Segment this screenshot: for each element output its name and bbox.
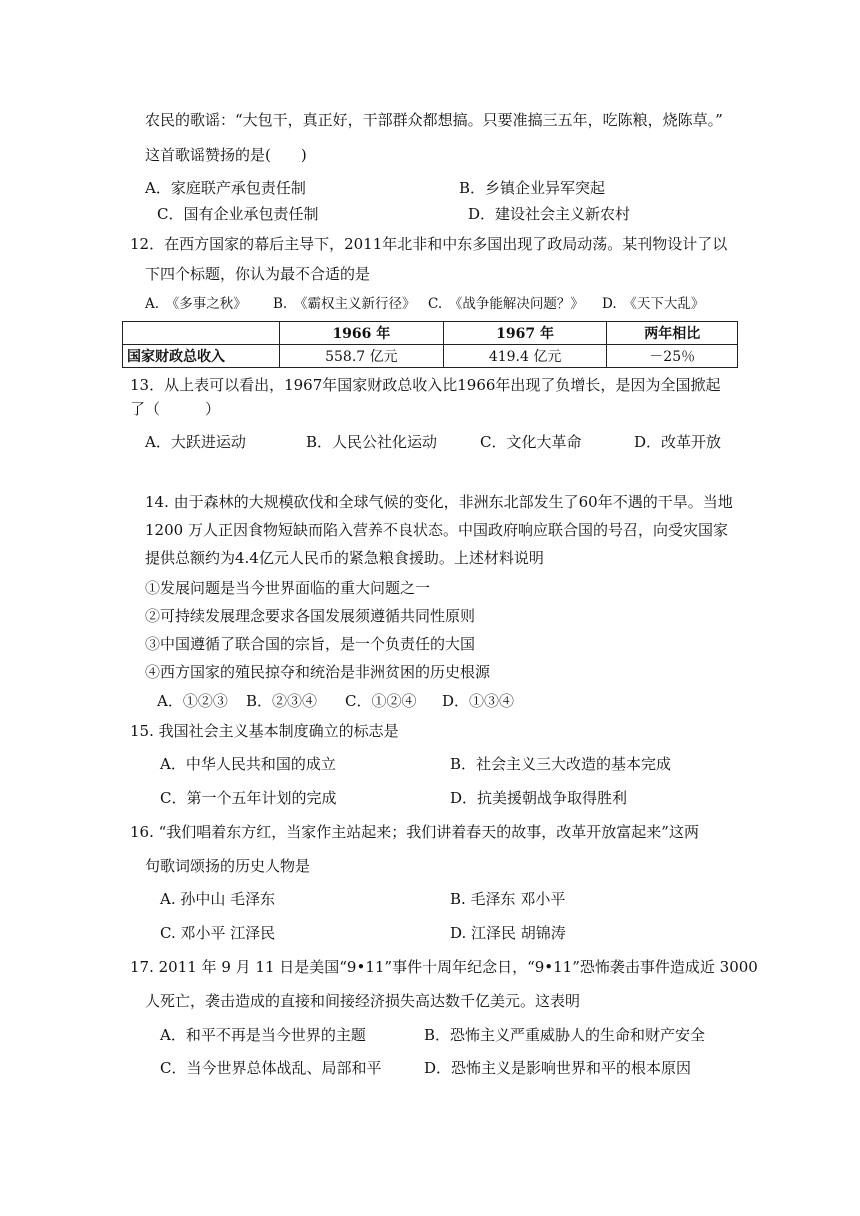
q15-option-a: A．中华人民共和国的成立 — [160, 755, 336, 773]
q12-option-d: D. 《天下大乱》 — [602, 296, 705, 312]
q14-stem-line1: 14. 由于森林的大规模砍伐和全球气候的变化，非洲东北部发生了60年不遇的干旱。当地 — [145, 493, 733, 511]
q14-statement-2: ②可持续发展理念要求各国发展须遵循共同性原则 — [145, 607, 476, 625]
q14-option-d: D．①③④ — [442, 692, 515, 710]
q14-statement-3: ③中国遵循了联合国的宗旨，是一个负责任的大国 — [145, 635, 476, 653]
q11-option-a: A．家庭联产承包责任制 — [145, 179, 306, 197]
q17-option-a: A．和平不再是当今世界的主题 — [160, 1026, 366, 1044]
q13-stem-line2: 了（ ） — [130, 400, 221, 418]
q16-option-a: A. 孙中山 毛泽东 — [160, 890, 276, 908]
q15-option-c: C．第一个五年计划的完成 — [160, 789, 337, 807]
table-header-cell — [123, 322, 280, 345]
q17-stem-line2: 人死亡，袭击造成的直接和间接经济损失高达数千亿美元。这表明 — [145, 992, 581, 1010]
q13-option-b: B．人民公社化运动 — [306, 433, 438, 451]
q12-stem-line2: 下四个标题，你认为最不合适的是 — [145, 265, 371, 283]
q17-option-c: C．当今世界总体战乱、局部和平 — [160, 1059, 382, 1077]
fiscal-revenue-table — [122, 321, 738, 368]
q14-statement-1: ①发展问题是当今世界面临的重大问题之一 — [145, 579, 431, 597]
q12-stem-line1: 12．在西方国家的幕后主导下，2011年北非和中东多国出现了政局动荡。某刊物设计了以 — [130, 235, 728, 253]
q14-stem-line2: 1200 万人正因食物短缺而陷入营养不良状态。中国政府响应联合国的号召，向受灾国家 — [145, 521, 728, 539]
q16-stem-line1: 16. “我们唱着东方红，当家作主站起来；我们讲着春天的故事，改革开放富起来”这两 — [130, 823, 699, 841]
q16-option-b: B. 毛泽东 邓小平 — [450, 890, 566, 908]
table-row-label: 国家财政总收入 — [123, 345, 280, 368]
q12-option-a: A. 《多事之秋》 — [145, 296, 247, 312]
q15-option-b: B．社会主义三大改造的基本完成 — [450, 755, 672, 773]
q13-option-d: D．改革开放 — [634, 433, 722, 451]
table-header-cell: 两年相比 — [607, 322, 738, 345]
q13-option-c: C．文化大革命 — [480, 433, 582, 451]
q11-option-d: D．建设社会主义新农村 — [468, 205, 631, 223]
q15-stem-line1: 15. 我国社会主义基本制度确立的标志是 — [130, 722, 399, 740]
table-cell: 558.7 亿元 — [280, 345, 444, 368]
table-cell: 419.4 亿元 — [443, 345, 607, 368]
q11-option-c: C．国有企业承包责任制 — [157, 205, 319, 223]
table-header-cell: 1967 年 — [443, 322, 607, 345]
table-cell: －25％ — [607, 345, 738, 368]
q11-stem-line2: 这首歌谣赞扬的是( ) — [145, 146, 307, 164]
q17-stem-line1: 17. 2011 年 9 月 11 日是美国“9•11”事件十周年纪念日，“9•11”恐怖袭击事件造成近 3000 — [130, 958, 758, 976]
q14-option-a: A．①②③ — [157, 692, 228, 710]
q13-stem-line1: 13．从上表可以看出，1967年国家财政总收入比1966年出现了负增长，是因为全国掀起 — [130, 376, 721, 394]
q14-stem-line3: 提供总额约为4.4亿元人民币的紧急粮食援助。上述材料说明 — [145, 549, 544, 567]
table-row — [123, 345, 738, 368]
q14-statement-4: ④西方国家的殖民掠夺和统治是非洲贫困的历史根源 — [145, 663, 491, 681]
table-header-row — [123, 322, 738, 345]
q12-option-b: B. 《霸权主义新行径》 — [273, 296, 416, 312]
table-header-cell: 1966 年 — [280, 322, 444, 345]
q17-option-d: D．恐怖主义是影响世界和平的根本原因 — [424, 1059, 692, 1077]
q12-option-c: C. 《战争能解决问题？》 — [428, 296, 584, 312]
q16-option-c: C. 邓小平 江泽民 — [160, 924, 276, 942]
q16-option-d: D. 江泽民 胡锦涛 — [450, 924, 566, 942]
q11-stem-line1: 农民的歌谣：“大包干，真正好，干部群众都想搞。只要准搞三五年，吃陈粮，烧陈草。” — [145, 111, 723, 129]
q16-stem-line2: 句歌词颂扬的历史人物是 — [145, 857, 311, 875]
q14-option-b: B．②③④ — [246, 692, 318, 710]
q13-option-a: A．大跃进运动 — [145, 433, 246, 451]
q14-option-c: C．①②④ — [345, 692, 417, 710]
q17-option-b: B．恐怖主义严重威胁人的生命和财产安全 — [424, 1026, 706, 1044]
q11-option-b: B．乡镇企业异军突起 — [459, 179, 606, 197]
q15-option-d: D．抗美援朝战争取得胜利 — [450, 789, 628, 807]
